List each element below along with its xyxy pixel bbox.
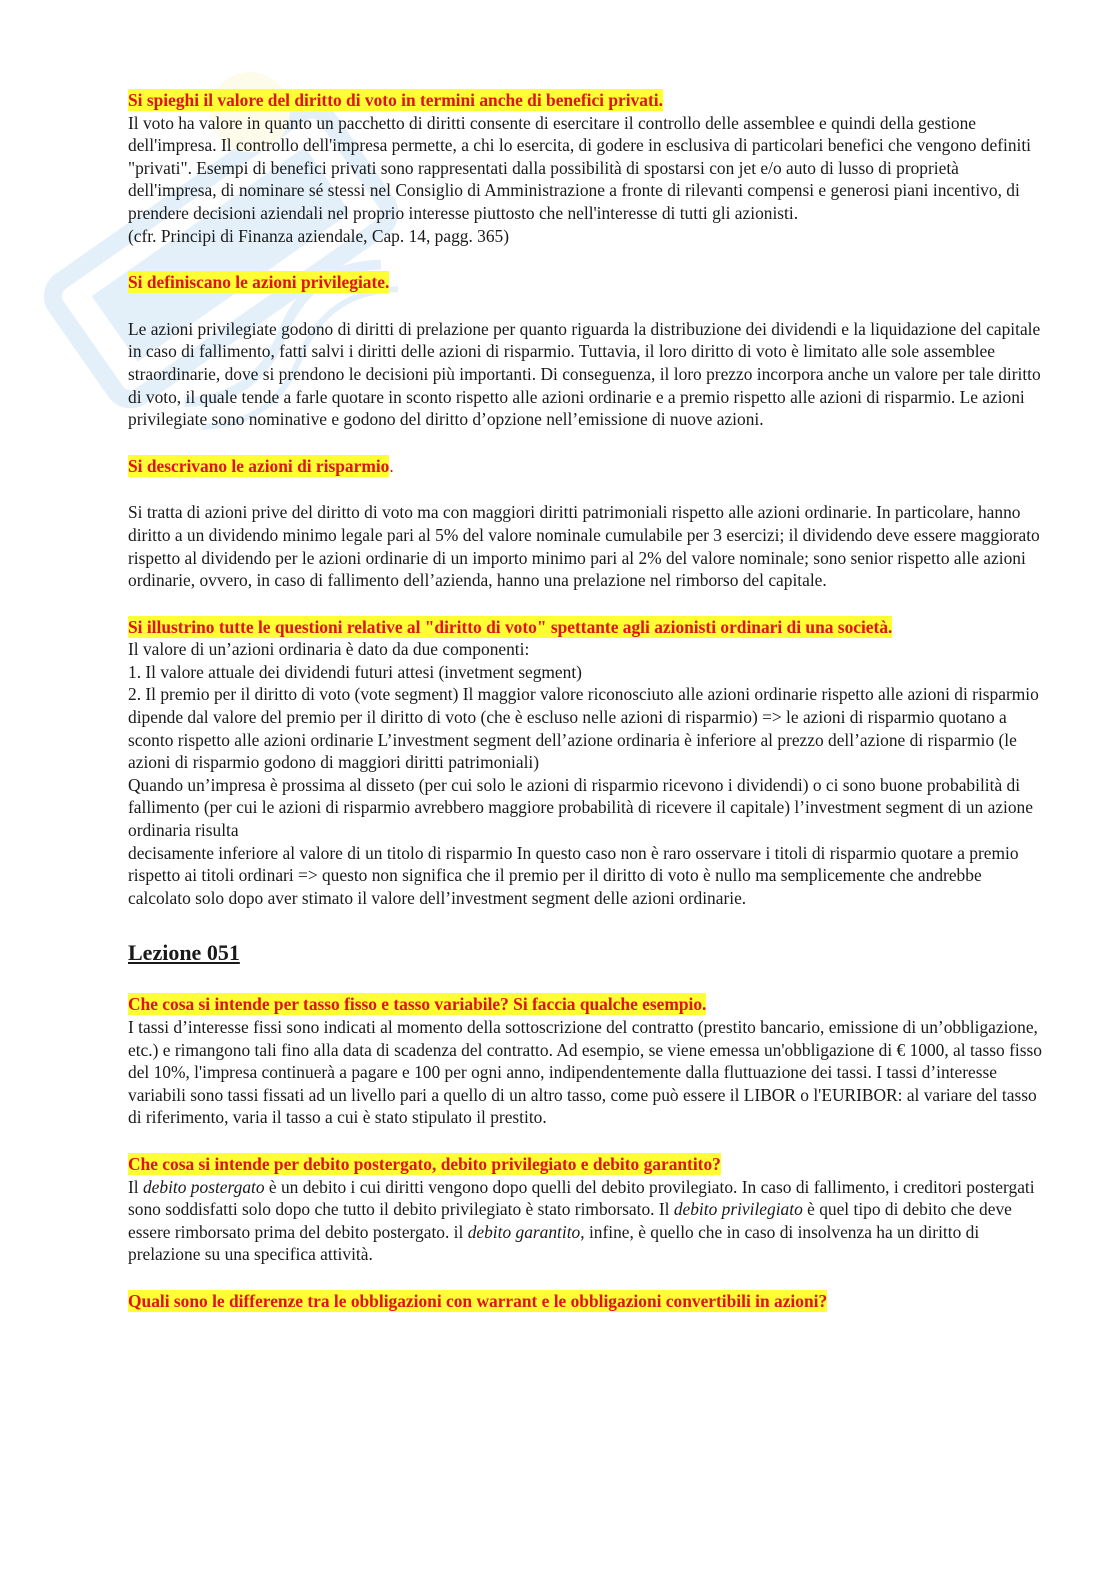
question-heading: Si illustrino tutte le questioni relative al "diritto di voto" spettante agli azionisti ordinari di una società. xyxy=(128,616,893,637)
question-heading: Si definiscano le azioni privilegiate. xyxy=(128,272,390,293)
term-debito-postergato: debito postergato xyxy=(142,1176,265,1197)
section-azioni-risparmio xyxy=(128,455,1048,592)
answer-paragraph: Il voto ha valore in quanto un pacchetto di diritti consente di esercitare il controllo delle assemblee e quindi della gestione dell'impresa. Il controllo dell'impresa permette, a chi lo esercita, di godere in esclusiva di particolari benefici che vengono definiti "privati". Esempi di benefici privati sono rappresentati dalla possibilità di spostarsi con jet e/o auto di lusso di proprietà dell'impresa, di nominare sé stessi nel Consiglio di Amministrazione a fronte di rilevanti compensi e generosi piani incentivo, di prendere decisioni aziendali nel proprio interesse piuttosto che nell'interesse di tutti gli azionisti. xyxy=(128,112,1032,223)
question-heading: Che cosa si intende per tasso fisso e tasso variabile? Si faccia qualche esempio. xyxy=(128,994,707,1015)
answer-paragraph: Quando un’impresa è prossima al disseto (per cui solo le azioni di risparmio ricevono i dividendi) o ci sono buone probabilità di fallimento (per cui le azioni di risparmio avrebbero maggiore probabilità di ricevere il capitale) l’investment segment di un azione ordinaria risulta xyxy=(128,774,1033,841)
question-heading: Che cosa si intende per debito postergato, debito privilegiato e debito garantito? xyxy=(128,1153,721,1174)
question-heading: Si spieghi il valore del diritto di voto in termini anche di benefici privati. xyxy=(128,90,663,110)
question-heading: Quali sono le differenze tra le obbligazioni con warrant e le obbligazioni convertibili in azioni? xyxy=(128,1290,828,1311)
section-diritto-voto xyxy=(128,616,1048,910)
term-debito-privilegiato: debito privilegiato xyxy=(673,1199,803,1220)
lesson-title: Lezione 051 xyxy=(128,940,240,966)
answer-paragraph: Il valore di un’azioni ordinaria è dato da due componenti: xyxy=(128,639,530,660)
answer-paragraph: decisamente inferiore al valore di un titolo di risparmio In questo caso non è raro osservare i titoli di risparmio quotare a premio rispetto ai titoli ordinari => questo non significa che il premio per il diritto di voto è nullo ma semplicemente che andrebbe calcolato solo dopo aver stimato il valore dell’investment segment delle azioni ordinarie. xyxy=(128,842,1019,908)
section-azioni-privilegiate xyxy=(128,271,1048,431)
section-debito xyxy=(128,1153,1048,1266)
question-suffix: . xyxy=(389,455,394,476)
question-heading: Si descrivano le azioni di risparmio xyxy=(128,455,390,476)
answer-paragraph: Il debito postergato è un debito i cui diritti vengono dopo quelli del debito provilegiato. In caso di fallimento, i creditori postergati sono soddisfatti solo dopo che tutto il debito privilegiato è stato rimborsato. Il debito privilegiato è quel tipo di debito che deve essere rimborsato prima del debito postergato. il debito garantito, infine, è quello che in caso di insolvenza ha un diritto di prelazione su una specifica attività. xyxy=(128,1176,1035,1265)
section-warrant-convertibili xyxy=(128,1290,1048,1313)
answer-paragraph: Le azioni privilegiate godono di diritti di prelazione per quanto riguarda la distribuzione dei dividendi e la liquidazione del capitale in caso di fallimento, fatti salvi i diritti delle azioni di risparmio. Tuttavia, il loro diritto di voto è limitato alle sole assemblee straordinarie, dove si prendono le decisioni più importanti. Di conseguenza, il loro prezzo incorpora anche un valore per tale diritto di voto, il quale tende a farle quotare in sconto rispetto alle azioni ordinarie e a premio rispetto alle azioni di risparmio. Le azioni privilegiate sono nominative e godono del diritto d’opzione nell’emissione di nuove azioni. xyxy=(128,318,1041,430)
term-debito-garantito: debito garantito xyxy=(467,1221,581,1242)
citation: (cfr. Principi di Finanza aziendale, Cap. 14, pagg. 365) xyxy=(128,225,510,246)
answer-list-item: 2. Il premio per il diritto di voto (vote segment) Il maggior valore riconosciuto alle azioni ordinarie rispetto alle azioni di risparmio dipende dal valore del premio per il diritto di voto (che è escluso nelle azioni di risparmio) => le azioni di risparmio quotano a sconto rispetto alle azioni ordinarie L’investment segment dell’azione ordinaria è inferiore al prezzo dell’azione di risparmio (le azioni di risparmio godono di maggiori diritti patrimoniali) xyxy=(128,684,1039,773)
answer-paragraph: Si tratta di azioni prive del diritto di voto ma con maggiori diritti patrimoniali rispetto alle azioni ordinarie. In particolare, hanno diritto a un dividendo minimo legale pari al 5% del valore nominale cumulabile per 3 esercizi; il dividendo deve essere maggiorato rispetto al dividendo per le azioni ordinarie di un importo minimo pari al 2% del valore nominale; sono senior rispetto alle azioni ordinarie, ovvero, in caso di fallimento dell’azienda, hanno una prelazione nel rimborso del capitale. xyxy=(128,502,1040,591)
answer-list-item: 1. Il valore attuale dei dividendi futuri attesi (invetment segment) xyxy=(128,661,582,682)
document-page xyxy=(128,89,1048,1313)
answer-paragraph: I tassi d’interesse fissi sono indicati al momento della sottoscrizione del contratto (prestito bancario, emissione di un’obbligazione, etc.) e rimangono tali fino alla data di scadenza del contratto. Ad esempio, se viene emessa un'obbligazione di € 1000, al tasso fisso del 10%, l'impresa continuerà a pagare e 100 per ogni anno, indipendentemente dalla fluttuazione dei tassi. I tassi d’interesse variabili sono tassi fissati ad un livello pari a quello di un altro tasso, come può essere il LIBOR o l'EURIBOR: al variare del tasso di riferimento, varia il tasso a cui è stato stipulato il prestito. xyxy=(128,1017,1042,1128)
section-benefici-privati xyxy=(128,89,1048,247)
section-tasso-fisso-variabile xyxy=(128,993,1048,1129)
